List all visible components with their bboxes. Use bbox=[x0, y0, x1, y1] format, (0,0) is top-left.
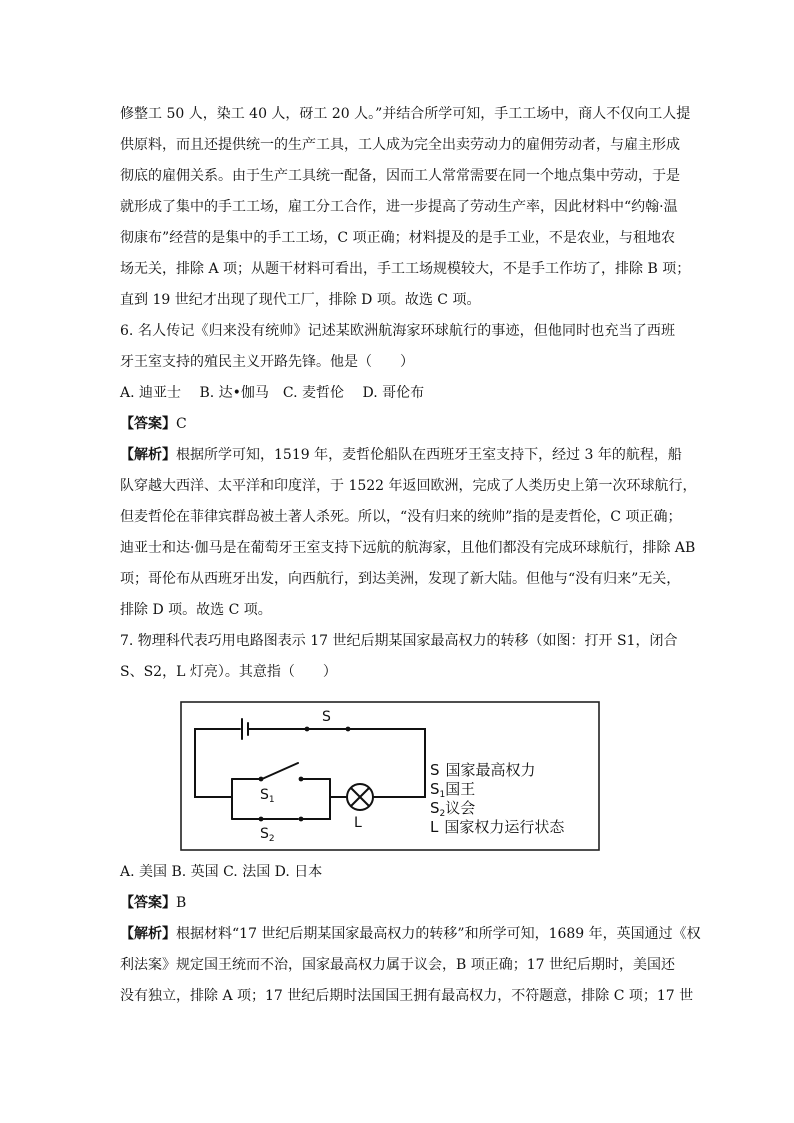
text-line: 场无关，排除 A 项；从题干材料可看出，手工工场规模较大，不是手工作坊了，排除 B 项； bbox=[120, 261, 691, 277]
switch-s-label: S bbox=[322, 709, 331, 725]
text-line: 没有独立，排除 A 项；17 世纪后期时法国国王拥有最高权力，不符题意，排除 C 项；17 世 bbox=[120, 988, 694, 1004]
question-7-options: A. 美国 B. 英国 C. 法国 D. 日本 bbox=[120, 864, 323, 880]
question-7-analysis bbox=[120, 924, 701, 944]
question-6-answer bbox=[120, 414, 187, 434]
text-line: 利法案》规定国王统而不治，国家最高权力属于议会，B 项正确；17 世纪后期时，美国还 bbox=[120, 957, 676, 973]
text-line: 直到 19 世纪才出现了现代工厂，排除 D 项。故选 C 项。 bbox=[120, 292, 481, 308]
text-line: 但麦哲伦在菲律宾群岛被土著人杀死。所以，“没有归来的统帅”指的是麦哲伦，C 项正确； bbox=[120, 509, 682, 525]
switch-s2-sub: 2 bbox=[268, 834, 275, 844]
legend-item: L 国家权力运行状态 bbox=[430, 818, 565, 836]
analysis-label: 【解析】 bbox=[120, 926, 176, 942]
analysis-text: 根据材料“17 世纪后期某国家最高权力的转移”和所学可知，1689 年，英国通过《权 bbox=[176, 926, 701, 942]
answer-value: C bbox=[176, 416, 187, 432]
analysis-label: 【解析】 bbox=[120, 447, 176, 463]
text-line: 修整工 50 人，染工 40 人，砑工 20 人。”并结合所学可知，手工工场中，商人不仅向工人提 bbox=[120, 106, 691, 122]
text-line: 项；哥伦布从西班牙出发，向西航行，到达美洲，发现了新大陆。但他与“没有归来”无关， bbox=[120, 571, 681, 587]
answer-label: 【答案】 bbox=[120, 895, 176, 911]
legend-item: S 国家最高权力 bbox=[430, 761, 536, 779]
question-7-stem: S、S2，L 灯亮）。其意指（ ） bbox=[120, 664, 337, 680]
text-line: 供原料，而且还提供统一的生产工具，工人成为完全出卖劳动力的雇佣劳动者，与雇主形成 bbox=[120, 137, 680, 153]
text-line: 就形成了集中的手工工场，雇工分工合作，进一步提高了劳动生产率，因此材料中“约翰·温 bbox=[120, 199, 678, 215]
circuit-diagram bbox=[180, 701, 600, 851]
text-line: 彻底的雇佣关系。由于生产工具统一配备，因而工人常常需要在同一个地点集中劳动，于是 bbox=[120, 168, 680, 184]
lamp-label: L bbox=[354, 815, 362, 831]
switch-s2-sym: S bbox=[260, 826, 269, 842]
switch-s1-sub: 1 bbox=[268, 795, 275, 805]
question-6-options: A. 迪亚士 B. 达•伽马 C. 麦哲伦 D. 哥伦布 bbox=[120, 385, 425, 401]
question-6-stem: 6. 名人传记《归来没有统帅》记述某欧洲航海家环球航行的事迹，但他同时也充当了西班 bbox=[120, 323, 675, 339]
question-7-answer bbox=[120, 893, 186, 913]
answer-value: B bbox=[176, 895, 187, 911]
legend-item: $S_1$国王 bbox=[430, 780, 476, 800]
circuit-svg bbox=[180, 701, 600, 851]
question-6-analysis bbox=[120, 445, 682, 465]
switch-s1-sym: S bbox=[260, 787, 269, 803]
analysis-text: 根据所学可知，1519 年，麦哲伦船队在西班牙王室支持下，经过 3 年的航程，船 bbox=[176, 447, 682, 463]
question-6-stem: 牙王室支持的殖民主义开路先锋。他是（ ） bbox=[120, 354, 414, 370]
answer-label: 【答案】 bbox=[120, 416, 176, 432]
question-7-stem: 7. 物理科代表巧用电路图表示 17 世纪后期某国家最高权力的转移（如图：打开 S1，闭合 bbox=[120, 633, 678, 649]
legend-item: $S_2$议会 bbox=[430, 799, 476, 819]
text-line: 迪亚士和达·伽马是在葡萄牙王室支持下远航的航海家，且他们都没有完成环球航行，排除 AB bbox=[120, 540, 696, 556]
text-line: 彻康布”经营的是集中的手工工场，C 项正确；材料提及的是手工业，不是农业，与租地农 bbox=[120, 230, 675, 246]
text-line: 队穿越大西洋、太平洋和印度洋，于 1522 年返回欧洲，完成了人类历史上第一次环球航行， bbox=[120, 478, 697, 494]
text-line: 排除 D 项。故选 C 项。 bbox=[120, 602, 272, 618]
